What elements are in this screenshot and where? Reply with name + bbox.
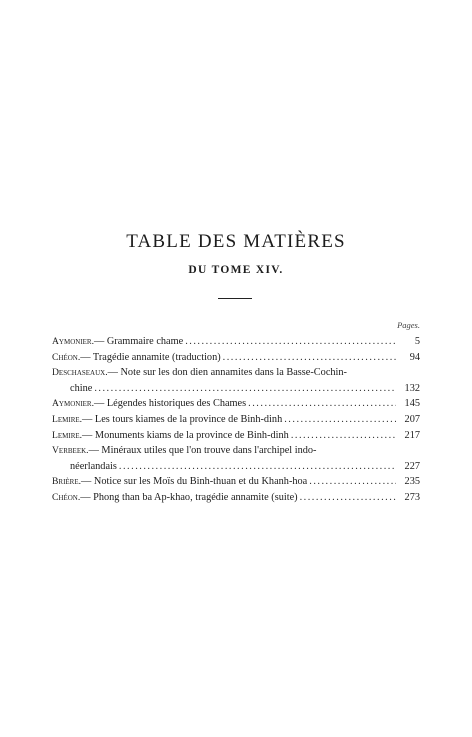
toc-title: — Phong than ba Ap-khao, tragédie annamite (suite)	[80, 491, 298, 503]
toc-entry	[52, 474, 420, 490]
toc-entry	[52, 412, 420, 428]
toc-entry	[52, 396, 420, 412]
toc-author: Brière.	[52, 476, 82, 488]
title-divider	[218, 298, 252, 299]
leader-dots	[284, 412, 396, 428]
toc-page-number: 94	[409, 351, 420, 363]
toc-title: — Les tours kiames de la province de Binh-dinh	[82, 413, 283, 425]
toc-entry	[52, 490, 420, 506]
toc-title: — Légendes historiques des Chames	[94, 398, 247, 410]
toc-page-number: 5	[414, 336, 420, 347]
toc-entry	[52, 334, 420, 350]
toc-entry-continuation	[52, 459, 420, 475]
toc-title: — Grammaire chame	[94, 336, 184, 347]
toc-entry	[52, 428, 420, 444]
toc-title: — Monuments kiams de la province de Binh-dinh	[82, 429, 289, 441]
toc-page-number: 235	[404, 476, 420, 488]
toc-title-continuation: chine	[70, 382, 93, 394]
toc-title-continuation: néerlandais	[70, 460, 117, 472]
toc-author: Deschaseaux.	[52, 367, 108, 379]
toc-title: — Tragédie annamite (traduction)	[80, 351, 221, 363]
toc-page-number: 217	[404, 429, 420, 441]
toc-author: Lemire.	[52, 429, 83, 441]
leader-dots	[185, 334, 396, 350]
table-of-contents	[52, 334, 420, 506]
leader-dots	[300, 490, 396, 506]
toc-author: Lemire.	[52, 413, 83, 425]
toc-title: — Minéraux utiles que l'on trouve dans l'archipel indo-	[88, 445, 317, 457]
toc-entry	[52, 443, 420, 459]
leader-dots	[248, 396, 396, 412]
pages-column-label: Pages.	[397, 320, 420, 330]
leader-dots	[94, 381, 396, 397]
page-title: TABLE DES MATIÈRES	[126, 231, 346, 252]
toc-title: — Notice sur les Moïs du Binh-thuan et du Khanh-hoa	[81, 476, 308, 488]
toc-author: Verbeek.	[52, 445, 89, 457]
toc-entry	[52, 350, 420, 366]
leader-dots	[291, 428, 396, 444]
leader-dots	[223, 350, 396, 366]
toc-entry	[52, 365, 420, 381]
leader-dots	[309, 474, 396, 490]
toc-author: Aymonier.	[52, 336, 94, 347]
toc-author: Aymonier.	[52, 398, 94, 410]
toc-entry-continuation	[52, 381, 420, 397]
toc-title: — Note sur les don dien annamites dans la Basse-Cochin-	[107, 367, 347, 379]
volume-subtitle: DU TOME XIV.	[188, 264, 284, 276]
toc-page-number: 132	[404, 382, 420, 394]
toc-page-number: 227	[404, 460, 420, 472]
toc-author: Chéon.	[52, 351, 81, 363]
toc-page-number: 207	[404, 413, 420, 425]
toc-author: Chéon.	[52, 491, 81, 503]
toc-page-number: 145	[404, 398, 420, 410]
toc-page-number: 273	[404, 491, 420, 503]
leader-dots	[119, 459, 396, 475]
